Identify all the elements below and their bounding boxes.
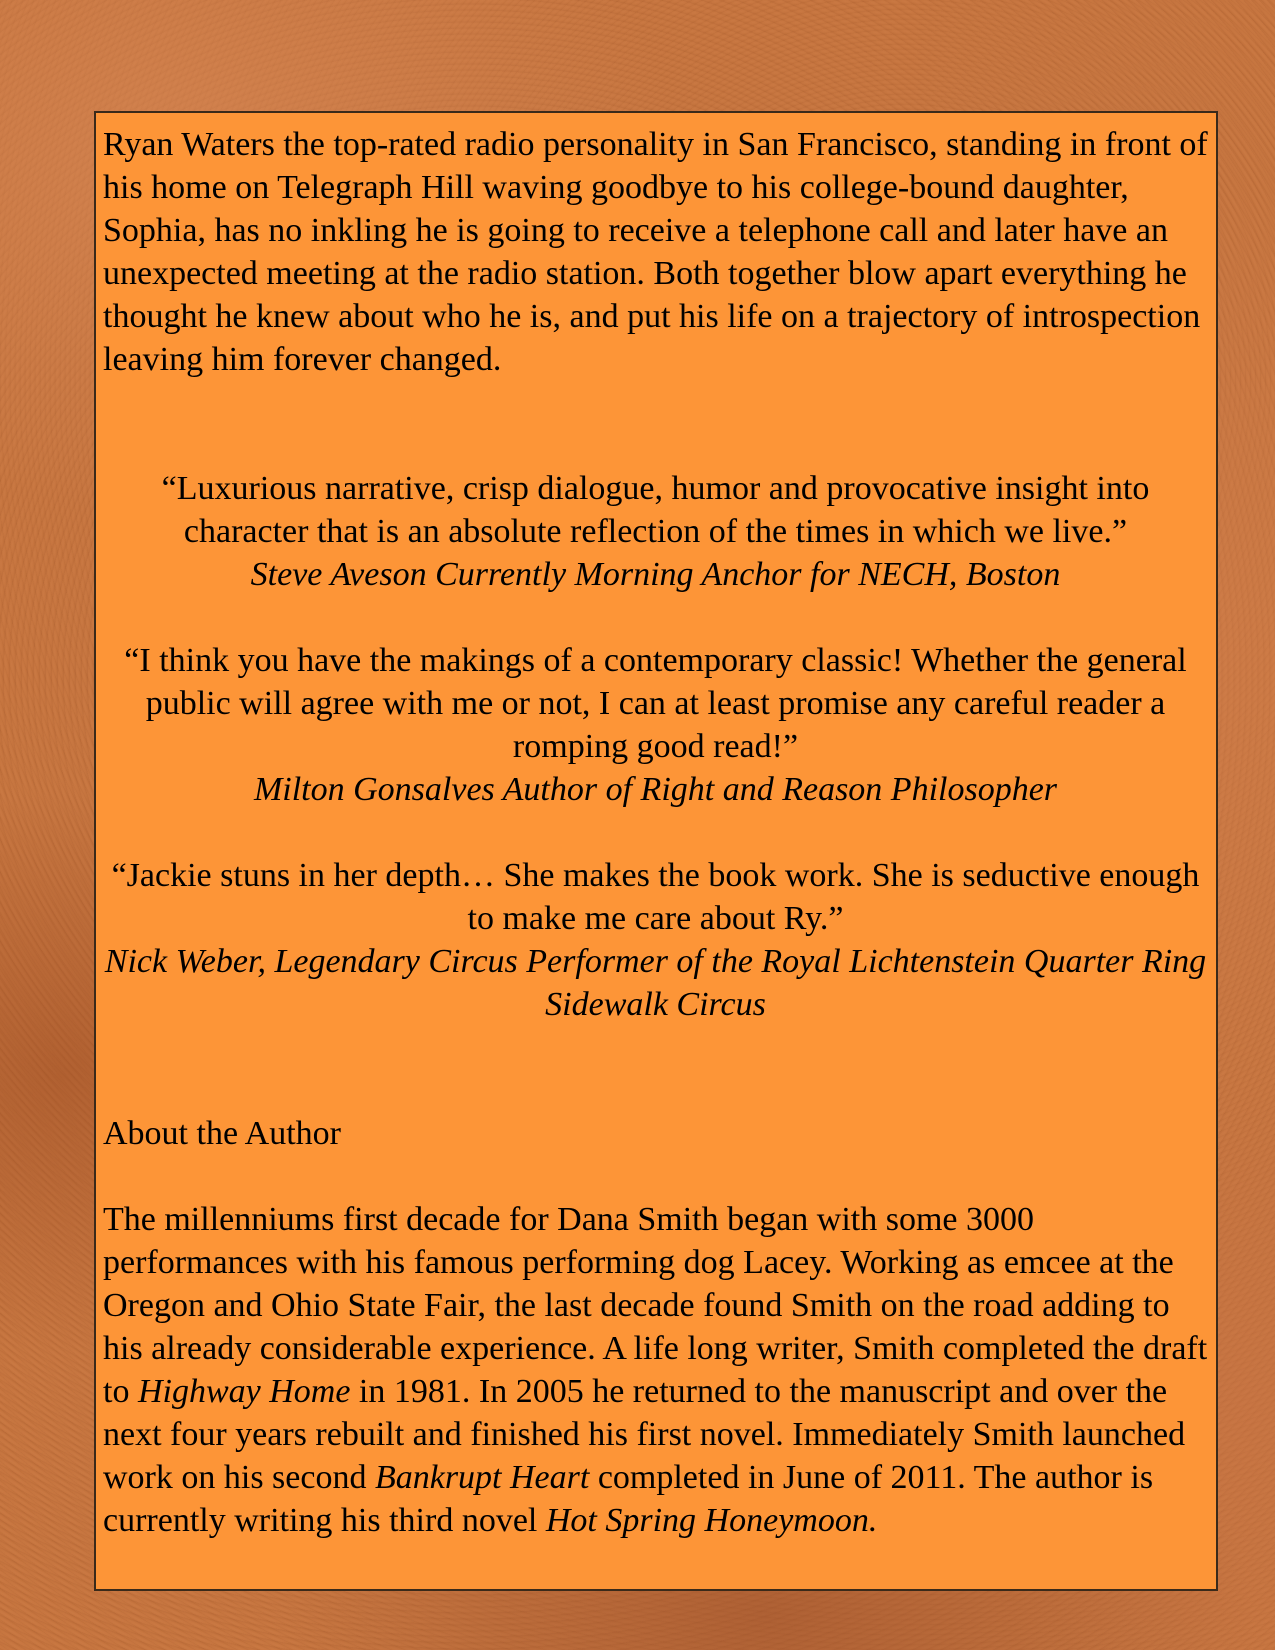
spacer [103,381,1208,467]
testimonial-attribution: Nick Weber, Legendary Circus Performer of the Royal Lichtenstein Quarter Ring Sidewalk Circus [104,943,1207,1023]
book-title: Hot Spring Honeymoon. [545,1502,878,1539]
about-author-paragraph [103,1198,1208,1542]
testimonial-quote: “Luxurious narrative, crisp dialogue, humor and provocative insight into character that is an absolute reflection of the times in which we live.” [161,470,1150,550]
testimonial [103,639,1208,811]
spacer [103,811,1208,854]
testimonial-attribution: Steve Aveson Currently Morning Anchor for NECH, Boston [250,556,1061,593]
spacer [103,1026,1208,1112]
about-author-heading: About the Author [103,1115,341,1152]
testimonial [103,467,1208,596]
testimonial-quote: “I think you have the makings of a contemporary classic! Whether the general public will agree with me or not, I can at least promise any careful reader a romping good read!” [124,642,1187,765]
book-title: Bankrupt Heart [374,1459,590,1496]
spacer [103,596,1208,639]
testimonial [103,854,1208,1026]
book-title: Highway Home [137,1373,351,1410]
spacer [103,1155,1208,1198]
back-cover-panel [94,111,1218,1591]
synopsis-paragraph: Ryan Waters the top-rated radio personality in San Francisco, standing in front of his home on Telegraph Hill waving goodbye to his college-bound daughter, Sophia, has no inkling he is going to receive a telephone call and later have an unexpected meeting at the radio station. Both together blow apart everything he thought he knew about who he is, and put his life on a trajectory of introspection leaving him forever changed. [103,126,1208,378]
about-text: The millenniums first decade for Dana Smith began with some 3000 performances with his famous performing dog Lacey. Working as emcee at the Oregon and Ohio State Fair, the last decade found Smith on the road adding to his already considerable experience. A life long writer, Smith completed the draft to [103,1201,1208,1410]
testimonial-quote: “Jackie stuns in her depth… She makes the book work. She is seductive enough to make me care about Ry.” [111,857,1200,937]
about-text: in 1981. In 2005 he returned to the manuscript and over the next four years rebuilt and finished his first novel. Immediately Smith launched work on his second [103,1373,1186,1496]
testimonial-attribution: Milton Gonsalves Author of Right and Reason Philosopher [253,771,1058,808]
about-text: completed in June of 2011. The author is currently writing his third novel [103,1459,1154,1539]
